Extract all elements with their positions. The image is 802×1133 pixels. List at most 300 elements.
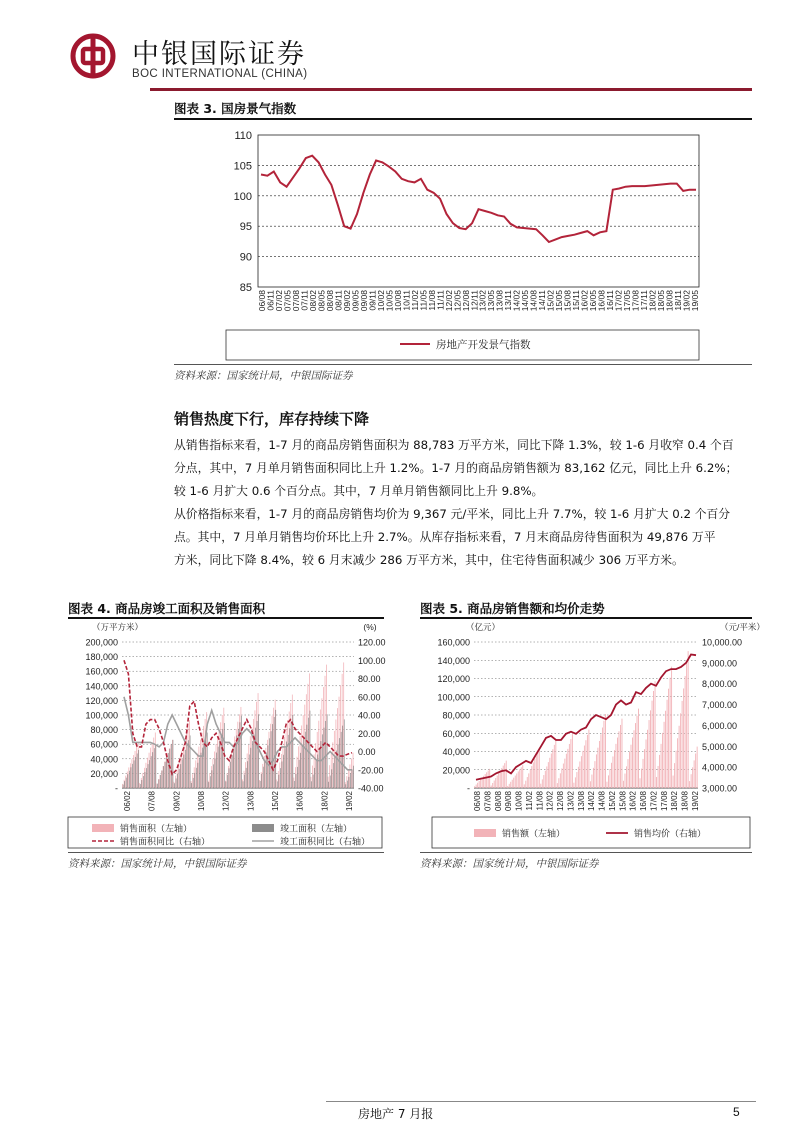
figure3-x-tick: 12/11 — [469, 290, 480, 311]
figure4-completion-bar — [188, 740, 189, 788]
figure4-completion-bar — [148, 764, 149, 788]
figure4-completion-bar — [325, 721, 326, 788]
figure3-x-tick: 14/02 — [511, 290, 522, 312]
figure4-completion-bar — [294, 781, 295, 788]
figure5-sales-bar — [679, 726, 680, 788]
figure5-sales-bar — [569, 744, 570, 788]
figure4-completion-bar — [319, 748, 320, 788]
figure5-y-right-tick: 6,000.00 — [702, 720, 738, 731]
figure5-sales-bar — [587, 735, 588, 788]
figure5-sales-bar — [608, 775, 609, 788]
figure3-x-tick: 08/08 — [324, 290, 335, 312]
figure5-sales-bar — [622, 719, 623, 788]
figure4-x-tick: 06/02 — [123, 791, 132, 812]
figure4-completion-bar — [282, 761, 283, 788]
figure5-sales-bar — [524, 784, 525, 788]
figure4-completion-bar — [289, 728, 290, 788]
figure3-x-tick: 09/05 — [350, 290, 361, 312]
paragraph-line: 从价格指标来看，1-7 月的商品房销售均价为 9,367 元/平米，同比上升 7.7%，较 1-6 月扩大 0.2 个百分 — [174, 507, 731, 521]
figure3-x-tick: 19/05 — [690, 290, 700, 312]
figure4-completion-bar — [272, 724, 273, 788]
figure5-legend-label: 销售额（左轴） — [502, 828, 566, 839]
figure5-sales-bar — [536, 755, 537, 788]
paragraph-line: 较 1-6 月扩大 0.6 个百分点。其中，7 月单月销售额同比上升 9.8%。 — [174, 484, 544, 498]
figure4-completion-bar — [316, 761, 317, 788]
figure3-x-tick: 10/05 — [384, 290, 395, 312]
figure4-right-axis-unit: (%) — [363, 622, 377, 632]
figure5-sales-bar — [692, 767, 693, 788]
figure5-sales-bar — [578, 767, 579, 788]
figure4-completion-bar — [327, 714, 328, 788]
figure5-sales-bar — [530, 770, 531, 788]
figure5-sales-bar — [682, 701, 683, 788]
figure3-x-tick: 15/05 — [554, 290, 565, 312]
figure5-sales-bar — [486, 772, 487, 788]
figure5-sales-bar — [576, 772, 577, 788]
figure4-completion-bar — [291, 722, 292, 788]
figure4-y-right-tick: -20.00 — [358, 765, 384, 776]
figure4-completion-bar — [134, 760, 135, 788]
figure3-x-tick: 17/08 — [630, 290, 641, 312]
figure4-completion-bar — [353, 766, 354, 788]
figure5-sales-bar — [503, 766, 504, 788]
figure4-completion-bar — [141, 780, 142, 788]
figure5-sales-bar — [500, 771, 501, 788]
figure4-completion-bar — [135, 757, 136, 788]
figure5-sales-bar — [602, 728, 603, 788]
figure5-bottom-rule — [420, 852, 752, 853]
figure4-completion-bar — [173, 740, 174, 788]
figure4-completion-bar — [352, 769, 353, 788]
figure4-y-left-tick: 180,000 — [85, 652, 118, 663]
figure4-completion-bar — [199, 758, 200, 788]
figure5-x-tick: 17/02 — [649, 791, 659, 812]
figure5-sales-bar — [519, 769, 520, 788]
figure4-completion-bar — [280, 768, 281, 788]
figure5-sales-bar — [549, 758, 550, 788]
figure5-x-tick: 12/08 — [556, 791, 566, 812]
figure5-sales-bar — [531, 766, 532, 788]
figure5-sales-bar — [667, 700, 668, 788]
figure5-y-right-tick: 7,000.00 — [702, 700, 738, 711]
figure5-x-tick: 15/02 — [607, 791, 617, 812]
figure5-title: 图表 5. 商品房销售额和均价走势 — [420, 601, 605, 616]
figure4-legend-label: 销售面积（左轴） — [120, 823, 193, 834]
figure4-completion-bar — [338, 744, 339, 788]
figure5-x-tick: 16/02 — [628, 791, 638, 812]
figure4-completion-bar — [146, 768, 147, 788]
header-rule — [150, 88, 752, 91]
figure4-completion-bar — [190, 735, 191, 788]
figure4-completion-bar — [330, 776, 331, 788]
figure5-sales-bar — [647, 730, 648, 788]
boc-logo-icon — [70, 33, 116, 79]
figure3-x-tick: 18/11 — [673, 290, 684, 311]
figure4-completion-bar — [257, 721, 258, 788]
figure5-sales-bar — [504, 763, 505, 788]
figure3-series-line — [261, 156, 696, 242]
figure4-y-right-tick: 120.00 — [358, 637, 386, 648]
figure5-sales-bar — [479, 781, 480, 788]
figure5-sales-bar — [625, 774, 626, 788]
figure5-sales-bar — [596, 754, 597, 788]
figure5-sales-bar — [491, 786, 492, 788]
figure4-completion-bar — [226, 781, 227, 788]
figure3-x-tick: 18/02 — [647, 290, 658, 312]
figure5-sales-bar — [477, 783, 478, 788]
figure4-completion-bar — [260, 781, 261, 788]
figure5-sales-bar — [528, 773, 529, 788]
figure5-sales-bar — [646, 739, 647, 788]
figure5-x-tick: 06/08 — [473, 791, 482, 812]
figure5-sales-bar — [546, 766, 547, 788]
figure4-legend-swatch — [252, 824, 274, 832]
figure5-x-tick: 19/02 — [691, 791, 700, 812]
figure5-legend-swatch — [474, 829, 496, 837]
figure3-legend-label: 房地产开发景气指数 — [436, 339, 531, 351]
figure4-completion-bar — [213, 764, 214, 788]
figure5-sales-bar — [600, 734, 601, 788]
figure4-completion-bar — [182, 759, 183, 788]
figure4-completion-bar — [250, 748, 251, 788]
figure5-sales-bar — [551, 753, 552, 788]
figure4-completion-bar — [296, 774, 297, 788]
figure5-sales-bar — [560, 773, 561, 788]
figure4-completion-bar — [341, 732, 342, 788]
figure4-legend-label: 竣工面积同比（右轴） — [280, 836, 371, 847]
figure5-left-axis-unit: （亿元） — [466, 622, 501, 632]
figure5-sales-bar — [543, 775, 544, 788]
figure4-completion-bar — [162, 770, 163, 788]
figure5-sales-bar — [616, 744, 617, 788]
figure3-x-tick: 07/11 — [299, 290, 310, 311]
figure4-chart — [62, 620, 388, 852]
figure4-completion-bar — [132, 764, 133, 788]
figure5-sales-bar — [575, 777, 576, 788]
figure5-sales-bar — [480, 779, 481, 788]
figure5-x-tick: 18/02 — [670, 791, 680, 812]
footer-title: 房地产 7 月报 — [358, 1107, 434, 1121]
figure4-completion-bar — [268, 745, 269, 788]
figure3-source: 资料来源：国家统计局，中银国际证券 — [174, 370, 353, 382]
figure5-sales-bar — [521, 767, 522, 788]
figure4-completion-bar — [184, 755, 185, 788]
figure4-completion-bar — [313, 775, 314, 788]
figure4-x-tick: 15/02 — [271, 791, 280, 812]
figure5-x-tick: 07/08 — [483, 791, 493, 812]
figure5-sales-bar — [489, 769, 490, 788]
figure5-sales-bar — [617, 738, 618, 788]
figure4-completion-bar — [187, 745, 188, 788]
figure4-completion-bar — [166, 757, 167, 788]
figure5-sales-bar — [555, 741, 556, 788]
figure4-completion-bar — [171, 744, 172, 788]
figure5-sales-bar — [641, 769, 642, 788]
figure4-completion-bar — [233, 749, 234, 788]
figure5-sales-bar — [548, 762, 549, 788]
figure5-sales-bar — [582, 751, 583, 788]
figure5-sales-bar — [619, 731, 620, 788]
figure3-x-tick: 11/05 — [418, 290, 429, 311]
figure5-sales-bar — [677, 738, 678, 788]
figure4-completion-bar — [305, 732, 306, 788]
figure4-completion-bar — [292, 715, 293, 788]
figure5-sales-bar — [638, 709, 639, 788]
figure5-sales-bar — [623, 781, 624, 788]
figure4-completion-bar — [300, 753, 301, 788]
figure4-completion-bar — [261, 774, 262, 788]
paragraph-line: 方米，同比下降 8.4%，较 6 月末减少 286 万平方米，其中，住宅待售面积减少 306 万平方米。 — [174, 553, 684, 567]
figure3-x-tick: 19/02 — [681, 290, 692, 312]
figure4-x-tick: 09/02 — [172, 791, 182, 812]
figure5-sales-bar — [566, 754, 567, 788]
figure4-completion-bar — [168, 753, 169, 788]
figure4-completion-bar — [311, 781, 312, 788]
figure3-x-tick: 06/11 — [265, 290, 276, 311]
figure4-completion-bar — [271, 731, 272, 788]
figure3-title: 图表 3. 国房景气指数 — [174, 101, 297, 116]
figure4-completion-bar — [299, 760, 300, 788]
figure5-sales-bar — [643, 759, 644, 788]
figure5-x-tick: 13/08 — [576, 791, 586, 812]
figure5-sales-bar — [485, 774, 486, 788]
figure4-completion-bar — [212, 770, 213, 788]
figure4-completion-bar — [210, 776, 211, 788]
figure5-sales-bar — [545, 771, 546, 788]
paragraph-line: 点。其中，7 月单月销售均价环比上升 2.7%。从库存指标来看，7 月末商品房待售面积为 49,876 万平 — [174, 530, 716, 544]
page-number: 5 — [733, 1105, 740, 1119]
figure5-y-left-tick: 40,000 — [442, 747, 470, 757]
figure5-sales-bar — [552, 749, 553, 788]
figure4-y-left-tick: 160,000 — [85, 666, 118, 677]
figure4-completion-bar — [254, 734, 255, 788]
figure3-x-tick: 11/02 — [409, 290, 420, 311]
figure5-sales-bar — [591, 775, 592, 788]
figure4-completion-bar — [129, 771, 130, 788]
figure5-sales-bar — [498, 773, 499, 788]
figure4-completion-bar — [302, 746, 303, 788]
figure5-sales-bar — [611, 763, 612, 788]
figure5-legend-label: 销售均价（右轴） — [634, 828, 707, 839]
figure5-y-left-tick: 160,000 — [437, 637, 470, 648]
figure5-y-right-tick: 10,000.00 — [702, 637, 743, 648]
footer-rule — [326, 1101, 756, 1102]
figure5-sales-bar — [594, 761, 595, 788]
figure4-completion-bar — [176, 778, 177, 788]
figure4-completion-bar — [207, 733, 208, 788]
figure5-x-tick: 08/08 — [493, 791, 503, 812]
figure5-sales-bar — [628, 759, 629, 788]
figure5-sales-bar — [658, 766, 659, 788]
figure4-y-right-tick: 60.00 — [358, 692, 381, 703]
figure5-sales-bar — [662, 733, 663, 788]
figure5-sales-bar — [507, 786, 508, 788]
figure5-sales-bar — [686, 664, 687, 788]
figure5-sales-bar — [605, 714, 606, 788]
figure4-completion-bar — [344, 719, 345, 788]
figure4-completion-bar — [339, 738, 340, 788]
figure4-completion-bar — [286, 742, 287, 788]
figure4-y-left-tick: 20,000 — [90, 768, 118, 779]
figure4-completion-bar — [216, 753, 217, 788]
figure3-y-tick: 110 — [234, 130, 252, 142]
figure5-x-tick: 10/08 — [514, 791, 524, 812]
figure4-bottom-rule — [68, 852, 384, 853]
figure5-x-tick: 18/08 — [680, 791, 690, 812]
figure5-sales-bar — [626, 766, 627, 788]
figure5-sales-bar — [542, 779, 543, 788]
figure5-sales-bar — [593, 768, 594, 788]
figure5-sales-bar — [527, 777, 528, 788]
figure5-sales-bar — [670, 678, 671, 788]
figure5-sales-bar — [673, 776, 674, 788]
paragraph-sales — [174, 434, 752, 503]
figure4-completion-bar — [180, 764, 181, 788]
figure4-completion-bar — [264, 760, 265, 788]
figure5-sales-bar — [674, 763, 675, 788]
figure3-x-tick: 15/02 — [545, 290, 556, 312]
figure5-sales-bar — [572, 734, 573, 788]
figure4-left-axis-unit: （万平方米） — [92, 622, 144, 632]
figure4-completion-bar — [149, 760, 150, 788]
figure4-completion-bar — [243, 781, 244, 788]
figure5-sales-bar — [695, 754, 696, 788]
figure5-y-left-tick: 100,000 — [437, 692, 470, 703]
figure3-y-tick: 105 — [233, 160, 252, 173]
figure3-y-tick: 100 — [233, 190, 252, 203]
figure3-x-tick: 16/11 — [605, 290, 616, 311]
figure4-completion-bar — [215, 758, 216, 788]
brand-name-cn: 中银国际证券 — [132, 39, 306, 70]
figure5-sales-bar — [573, 783, 574, 788]
figure3-x-tick: 06/08 — [257, 290, 267, 312]
figure5-source: 资料来源：国家统计局，中银国际证券 — [420, 858, 599, 870]
figure5-sales-bar — [661, 744, 662, 788]
figure3-y-tick: 85 — [239, 282, 252, 294]
figure4-completion-bar — [297, 767, 298, 788]
figure4-completion-bar — [285, 748, 286, 788]
figure4-completion-bar — [347, 781, 348, 788]
figure4-completion-bar — [179, 769, 180, 788]
figure5-sales-bar — [522, 765, 523, 788]
figure4-y-right-tick: 20.00 — [358, 728, 381, 739]
figure3-x-tick: 15/08 — [562, 290, 573, 312]
section-heading: 销售热度下行，库存持续下降 — [174, 410, 370, 428]
figure5-sales-bar — [634, 730, 635, 788]
figure5-x-tick: 13/02 — [566, 791, 576, 812]
figure5-sales-bar — [495, 778, 496, 788]
figure5-sales-bar — [554, 745, 555, 788]
figure5-sales-bar — [640, 778, 641, 788]
figure3-x-tick: 07/08 — [290, 290, 301, 312]
figure3-x-tick: 09/11 — [367, 290, 378, 311]
figure5-x-tick: 11/08 — [535, 791, 545, 811]
figure3-x-tick: 13/08 — [494, 290, 505, 312]
figure4-completion-bar — [145, 772, 146, 788]
figure5-sales-bar — [694, 760, 695, 788]
figure5-sales-bar — [655, 681, 656, 788]
figure4-y-left-tick: 140,000 — [85, 681, 118, 692]
figure4-y-left-tick: 120,000 — [85, 695, 118, 706]
figure5-sales-bar — [567, 749, 568, 788]
figure3-x-tick: 16/05 — [588, 290, 599, 312]
figure4-completion-bar — [137, 753, 138, 788]
figure4-y-right-tick: -40.00 — [358, 783, 384, 794]
figure5-sales-bar — [664, 722, 665, 788]
figure5-sales-bar — [510, 782, 511, 788]
figure5-sales-bar — [613, 756, 614, 788]
figure3-x-tick: 12/08 — [460, 290, 471, 312]
figure5-y-right-tick: 9,000.00 — [702, 658, 738, 669]
figure4-completion-bar — [307, 725, 308, 788]
figure5-sales-bar — [513, 778, 514, 788]
figure4-completion-bar — [155, 744, 156, 788]
figure4-completion-bar — [208, 782, 209, 788]
figure3-x-tick: 10/02 — [375, 290, 386, 312]
figure4-completion-bar — [138, 750, 139, 788]
figure5-sales-bar — [631, 745, 632, 788]
figure4-completion-bar — [241, 716, 242, 788]
figure5-sales-bar — [509, 784, 510, 788]
figure5-y-left-tick: 120,000 — [437, 674, 470, 684]
figure5-sales-bar — [581, 756, 582, 788]
figure5-sales-bar — [620, 725, 621, 788]
paragraph-line: 从销售指标来看，1-7 月的商品房销售面积为 88,783 万平方米，同比下降 1.3%，较 1-6 月收窄 0.4 个百 — [174, 438, 734, 452]
figure5-y-right-tick: 8,000.00 — [702, 679, 738, 690]
figure4-completion-bar — [227, 775, 228, 788]
figure5-sales-bar — [632, 737, 633, 788]
figure4-y-right-tick: 0.00 — [358, 747, 376, 757]
figure4-completion-bar — [277, 781, 278, 788]
figure5-sales-bar — [570, 739, 571, 788]
figure4-completion-bar — [255, 728, 256, 788]
figure4-x-tick: 18/02 — [320, 791, 330, 812]
figure5-sales-bar — [476, 785, 477, 788]
figure5-sales-bar — [599, 741, 600, 788]
figure3-x-tick: 13/11 — [503, 290, 514, 311]
figure3-y-tick: 95 — [239, 221, 252, 234]
figure4-completion-bar — [252, 741, 253, 788]
figure5-sales-bar — [488, 771, 489, 788]
figure3-chart — [174, 120, 752, 365]
figure4-y-left-tick: 80,000 — [90, 725, 118, 736]
figure5-sales-bar — [561, 768, 562, 788]
figure4-x-tick: 19/02 — [345, 791, 354, 812]
figure5-x-tick: 14/08 — [597, 791, 607, 812]
figure5-sales-bar — [689, 781, 690, 788]
figure5-sales-bar — [494, 781, 495, 788]
figure3-x-tick: 07/05 — [282, 290, 293, 312]
figure3-x-tick: 09/02 — [341, 290, 352, 312]
figure5-sales-bar — [629, 752, 630, 788]
figure4-x-tick: 12/02 — [221, 791, 231, 812]
paragraph-line: 分点，其中，7 月单月销售面积同比上升 1.2%。1-7 月的商品房销售额为 83,162 亿元，同比上升 6.2%； — [174, 461, 738, 475]
figure4-completion-bar — [157, 784, 158, 788]
figure5-y-right-tick: 4,000.00 — [702, 762, 738, 773]
figure4-completion-bar — [140, 784, 141, 788]
figure4-completion-bar — [160, 775, 161, 788]
figure4-completion-bar — [247, 761, 248, 788]
figure4-title-rule — [68, 617, 384, 619]
figure3-x-tick: 16/08 — [596, 290, 607, 312]
figure5-sales-bar — [688, 651, 689, 788]
figure4-completion-bar — [196, 768, 197, 788]
figure3-x-tick: 15/11 — [571, 290, 582, 311]
figure3-x-tick: 10/11 — [401, 290, 412, 311]
figure5-sales-bar — [665, 711, 666, 788]
figure4-completion-bar — [336, 751, 337, 788]
figure4-completion-bar — [288, 735, 289, 788]
